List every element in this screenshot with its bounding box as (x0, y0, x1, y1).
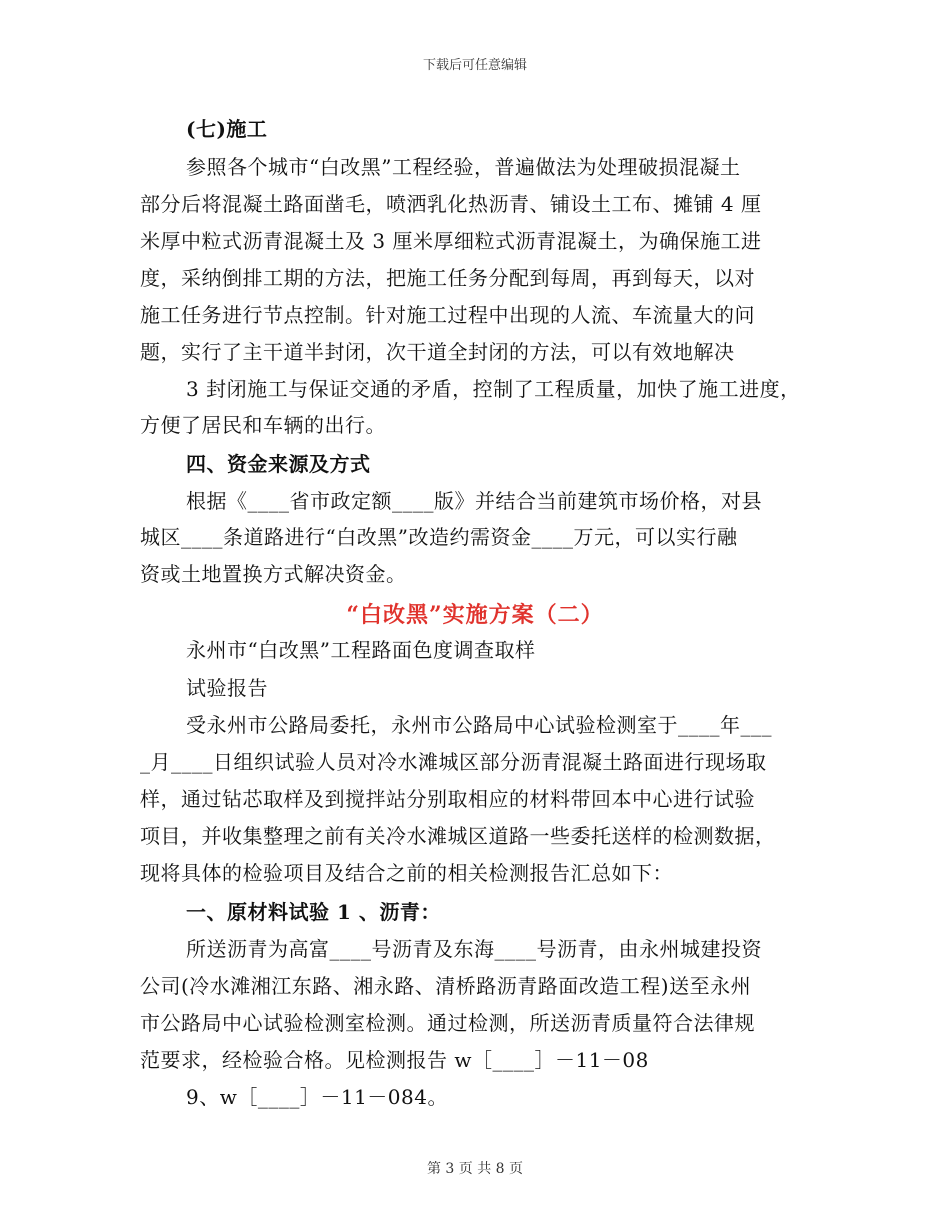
paragraph-line: 样，通过钻芯取样及到搅拌站分别取相应的材料带回本中心进行试验 (140, 787, 755, 811)
page-footer: 第 3 页 共 8 页 (426, 1161, 524, 1177)
paragraph-line: 项目，并收集整理之前有关冷水滩城区道路一些委托送样的检测数据， (140, 824, 776, 848)
paragraph-line: 城区____条道路进行“白改黑”改造约需资金____万元，可以实行融 (140, 525, 738, 549)
paragraph-line: 参照各个城市“白改黑”工程经验，普遍做法为处理破损混凝土 (186, 155, 741, 179)
paragraph-line: 度，采纳倒排工期的方法，把施工任务分配到每周，再到每天，以对 (140, 266, 755, 290)
paragraph-line: 题，实行了主干道半封闭，次干道全封闭的方法，可以有效地解决 (140, 340, 735, 364)
paragraph-line: 永州市“白改黑”工程路面色度调查取样 (186, 638, 536, 662)
paragraph-line: 9、w［____］－11－084。 (186, 1085, 448, 1109)
paragraph-line: 根据《____省市政定额____版》并结合当前建筑市场价格，对县 (186, 489, 762, 513)
page-header: 下载后可任意编辑 (422, 58, 527, 73)
paragraph-line: _月____日组织试验人员对冷水滩城区部分沥青混凝土路面进行现场取 (140, 750, 767, 774)
paragraph-line: 现将具体的检验项目及结合之前的相关检测报告汇总如下： (140, 861, 673, 885)
paragraph-line: 所送沥青为高富____号沥青及东海____号沥青，由永州城建投资 (186, 937, 762, 961)
paragraph-line: 公司(冷水滩湘江东路、湘永路、清桥路沥青路面改造工程)送至永州 (140, 974, 752, 998)
paragraph-line: 市公路局中心试验检测室检测。通过检测，所送沥青质量符合法律规 (140, 1011, 755, 1035)
paragraph-line: 施工任务进行节点控制。针对施工过程中出现的人流、车流量大的问 (140, 303, 755, 327)
paragraph-line: 试验报告 (186, 676, 268, 700)
paragraph-line: 方便了居民和车辆的出行。 (140, 413, 386, 437)
section-heading: 一、原材料试验 1 、沥青： (186, 900, 441, 924)
paragraph-line: 受永州市公路局委托，永州市公路局中心试验检测室于____年___ (186, 713, 772, 737)
section-heading: (七)施工 (186, 117, 268, 141)
document-title: “白改黑”实施方案（二） (346, 602, 604, 628)
paragraph-line: 3 封闭施工与保证交通的矛盾，控制了工程质量，加快了施工进度， (186, 377, 801, 401)
paragraph-line: 米厚中粒式沥青混凝土及 3 厘米厚细粒式沥青混凝土，为确保施工进 (140, 229, 762, 253)
paragraph-line: 资或土地置换方式解决资金。 (140, 562, 407, 586)
paragraph-line: 部分后将混凝土路面凿毛，喷洒乳化热沥青、铺设土工布、摊铺 4 厘 (140, 192, 762, 216)
section-heading: 四、资金来源及方式 (186, 452, 371, 476)
paragraph-line: 范要求，经检验合格。见检测报告 w［____］－11－08 (140, 1048, 649, 1072)
